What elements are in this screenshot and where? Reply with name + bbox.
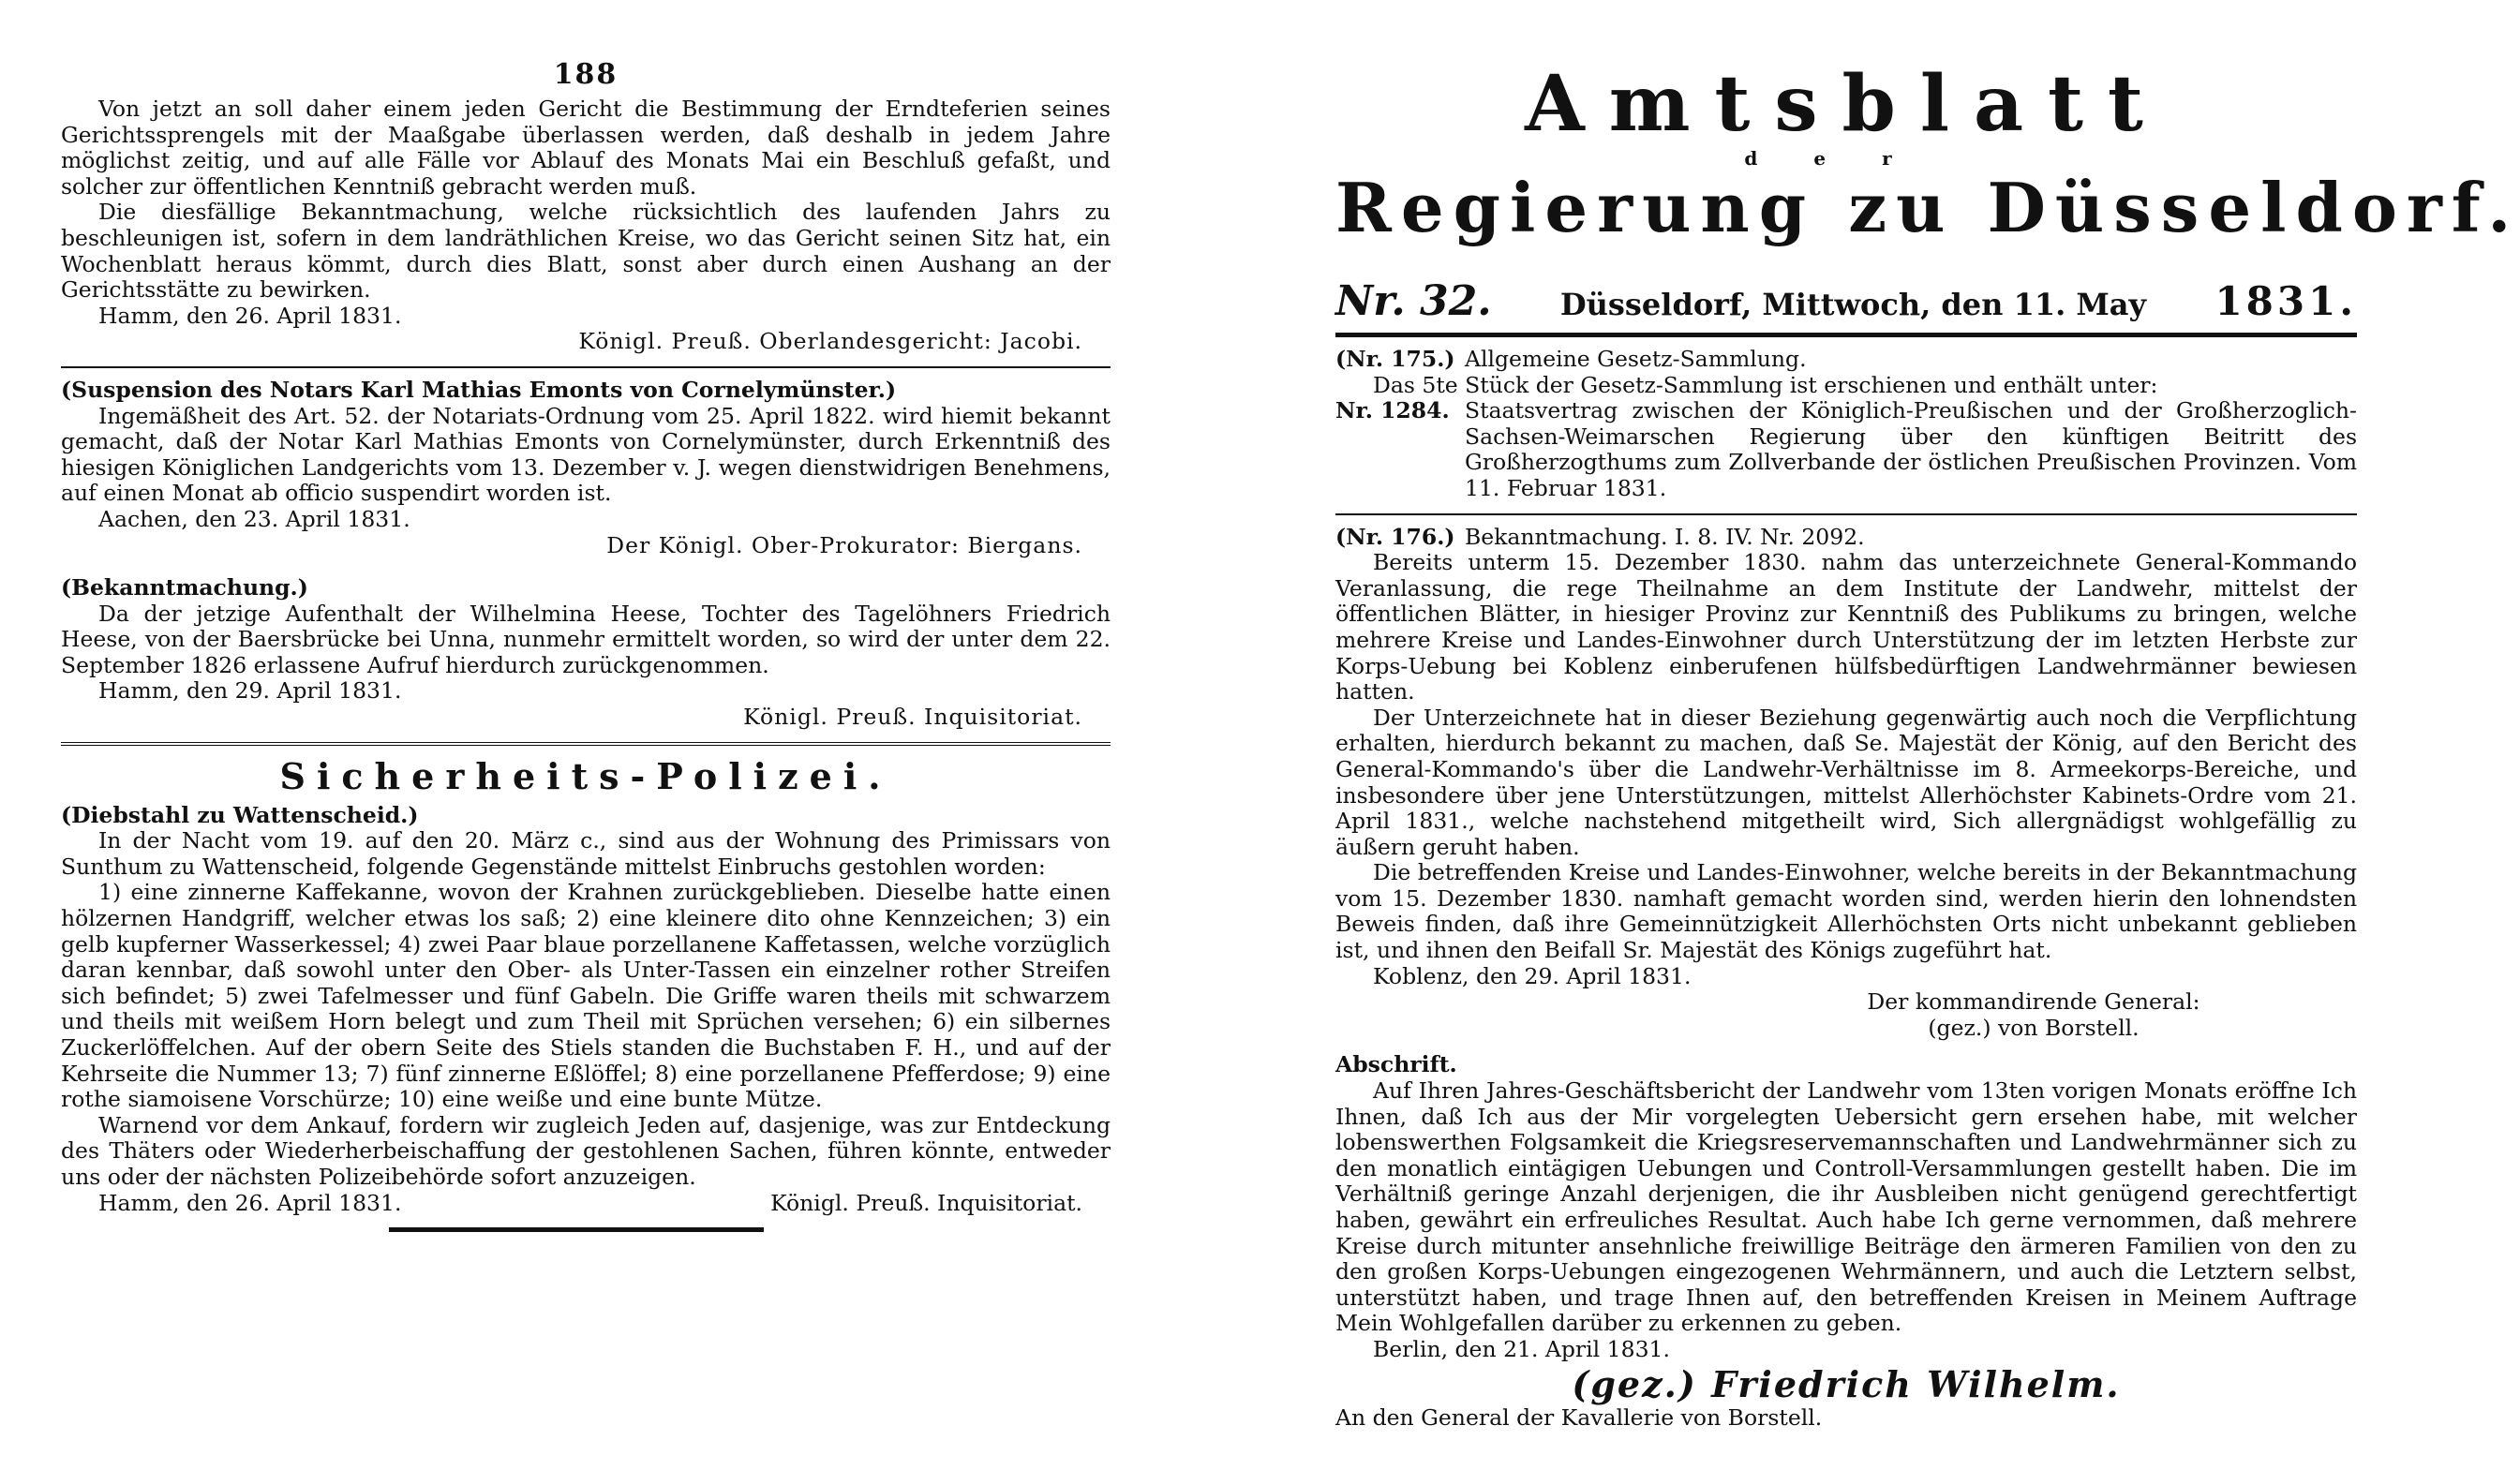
paragraph: Von jetzt an soll daher einem jeden Gericht die Bestimmung der Erndteferien seines Gerichtssprengels mit der Maaßgabe überlassen werden, daß deshalb in jedem Jahre möglichst zeitig, und auf alle Fälle vor Ablauf des Monats Mai ein Beschluß gefaßt, und solcher zur öffentlichen Kenntniß gebracht werden muß.	[61, 96, 1111, 200]
date-line: Berlin, den 21. April 1831.	[1373, 1335, 1670, 1362]
signature: (gez.) von Borstell.	[1928, 1014, 2140, 1041]
issue-line	[1335, 277, 2357, 325]
date-line: Hamm, den 26. April 1831.	[98, 302, 402, 329]
masthead-title: Amtsblatt	[1525, 59, 2168, 149]
page-number: 188	[553, 58, 619, 91]
divider	[1335, 513, 2357, 515]
paragraph: 1) eine zinnerne Kaffekanne, wovon der Krahnen zurückgeblieben. Dieselbe hatte einen hölzernen Handgriff, welcher etwas los saß; 2) eine kleinere dito ohne Kennzeichen; 3) ein gelb kupferner Wasserkessel; 4) zwei Paar blaue porzellanene Kaffetassen, welche vorzüglich daran kennbar, daß sowohl unter den Ober- als Unter-Tassen ein einzelner rother Streifen sich befindet; 5) zwei Tafelmesser und fünf Gabeln. Die Griffe waren theils mit schwarzem und theils mit weißem Horn belegt und zum Theil mit Sprüchen versehen; 6) ein silbernes Zuckerlöffelchen. Auf der obern Seite des Stiels standen die Buchstaben F. H., und auf der Kehrseite die Nummer 13; 7) fünf zinnerne Eßlöffel; 8) eine porzellanene Pfefferdose; 9) eine rothe siamoisene Vorschürze; 10) eine weiße und eine bunte Mütze.	[61, 879, 1111, 1113]
masthead-der: der	[1744, 147, 1948, 170]
notice-heading: (Bekanntmachung.)	[61, 574, 308, 601]
divider	[61, 366, 1111, 368]
divider	[61, 742, 1111, 746]
paragraph: Ingemäßheit des Art. 52. der Notariats-Ordnung vom 25. April 1822. wird hiemit bekannt gemacht, daß der Notar Karl Mathias Emonts von Cornelymünster, durch Erkenntniß des hiesigen Königlichen Landgerichts vom 13. Dezember v. J. wegen dienstwidrigen Benehmens, auf einen Monat ab officio suspendirt worden ist.	[61, 402, 1111, 507]
entry-number: Nr. 1284.	[1335, 397, 1450, 424]
issue-place-date: Düsseldorf, Mittwoch, den 11. May	[1559, 287, 2147, 322]
date-line: Koblenz, den 29. April 1831.	[1373, 962, 1692, 989]
entry-176	[1335, 525, 2357, 551]
entry-title: Allgemeine Gesetz-Sammlung.	[1465, 346, 1807, 372]
left-page	[61, 0, 1111, 1232]
paragraph: Das 5te Stück der Gesetz-Sammlung ist erschienen und enthält unter:	[1373, 371, 2158, 398]
masthead-subtitle: Regierung zu Düsseldorf.	[1335, 168, 2520, 247]
notice-heading: (Suspension des Notars Karl Mathias Emonts von Cornelymünster.)	[61, 376, 897, 403]
end-rule	[389, 1227, 764, 1232]
signature: Königl. Preuß. Inquisitoriat.	[743, 704, 1082, 731]
paragraph: Auf Ihren Jahres-Geschäftsbericht der Landwehr vom 13ten vorigen Monats eröffne Ich Ihnen, daß Ich aus der Mir vorgelegten Uebersicht gern ersehen habe, mit welcher lobenswerthen Folgsamkeit die Kriegsreservemannschaften und Landwehrmänner sich zu den monatlich eintägigen Uebungen und Controll-Versammlungen gestellt haben. Die im Verhältniß geringe Anzahl derjenigen, die ihr Ausbleiben nicht genügend gerechtfertigt haben, gewährt ein erfreuliches Resultat. Auch habe Ich gerne vernommen, daß mehrere Kreise durch mitunter ansehnliche freiwillige Beiträge den ärmeren Familien von den zu den großen Korps-Uebungen eingezogenen Wehrmännern, und auch die Letztern selbst, unterstützt haben, und trage Ihnen auf, den betreffenden Kreisen in Meinem Auftrage Mein Wohlgefallen darüber zu erkennen zu geben.	[1335, 1077, 2357, 1337]
section-title: Sicherheits-Polizei.	[279, 754, 892, 797]
paragraph: Warnend vor dem Ankauf, fordern wir zugleich Jeden auf, dasjenige, was zur Entdeckung des Thäters oder Wiederherbeischaffung der gestohlenen Sachen, führen könnte, entweder uns oder der nächsten Polizeibehörde sofort anzuzeigen.	[61, 1111, 1111, 1190]
entry-text: Staatsvertrag zwischen der Königlich-Preußischen und der Großherzoglich-Sachsen-Weimarschen Regierung über den künftigen Beitritt des Großherzogthums zum Zollverbande der östlichen Preußischen Provinzen. Vom 11. Februar 1831.	[1465, 397, 2357, 501]
date-line: Hamm, den 29. April 1831.	[98, 677, 402, 705]
paragraph: Da der jetzige Aufenthalt der Wilhelmina Heese, Tochter des Tagelöhners Friedrich Heese, von der Baersbrücke bei Unna, nunmehr ermittelt worden, so wird der unter dem 22. September 1826 erlassene Aufruf hierdurch zurückgenommen.	[61, 600, 1111, 678]
issue-number: Nr. 32.	[1335, 277, 1492, 325]
paragraph: Der Unterzeichnete hat in dieser Beziehung gegenwärtig auch noch die Verpflichtung erhalten, hierdurch bekannt zu machen, daß Se. Majestät der König, auf den Bericht des General-Kommando's über die Landwehr-Verhältnisse im 8. Armeekorps-Bereiche, und insbesondere über jene Unterstützungen, mittelst Allerhöchster Kabinets-Ordre vom 21. April 1831., welche nachstehend mitgetheilt wird, Sich allergnädigst wohlgefällig zu äußern geruht haben.	[1335, 704, 2357, 860]
royal-signature: (gez.) Friedrich Wilhelm.	[1572, 1362, 2121, 1405]
divider	[1335, 333, 2357, 337]
paragraph: Die diesfällige Bekanntmachung, welche rücksichtlich des laufenden Jahrs zu beschleunigen ist, sofern in dem landräthlichen Kreise, wo das Gericht seinen Sitz hat, ein Wochenblatt heraus kömmt, durch dies Blatt, sonst aber durch einen Aushang an der Gerichtsstätte zu bewirken.	[61, 199, 1111, 304]
signature: Königl. Preuß. Inquisitoriat.	[770, 1189, 1082, 1216]
abschrift-label: Abschrift.	[1335, 1051, 1457, 1078]
address-line: An den General der Kavallerie von Borstell.	[1335, 1403, 1823, 1431]
entry-title: Bekanntmachung. I. 8. IV. Nr. 2092.	[1465, 523, 1865, 550]
paragraph: Die betreffenden Kreise und Landes-Einwohner, welche bereits in der Bekanntmachung vom 15. Dezember 1830. namhaft gemacht worden sind, werden hierin den lohnendsten Beweis finden, daß ihre Gemeinnützigkeit Allerhöchsten Orts nicht unbekannt geblieben ist, und ihnen den Beifall Sr. Majestät des Königs zugeführt hat.	[1335, 859, 2357, 964]
paragraph: In der Nacht vom 19. auf den 20. März c., sind aus der Wohnung des Primissars von Sunthum zu Wattenscheid, folgende Gegenstände mittelst Einbruchs gestohlen worden:	[61, 827, 1111, 880]
date-line: Aachen, den 23. April 1831.	[98, 505, 410, 532]
paragraph: Bereits unterm 15. Dezember 1830. nahm das unterzeichnete General-Kommando Veranlassung, die rege Theilnahme an dem Institute der Landwehr, mittelst der öffentlichen Blätter, in hiesiger Provinz zur Kenntniß des Publikums zu bringen, welche mehrere Kreise und Landes-Einwohner durch Unterstützung der im letzten Herbste zur Korps-Uebung bei Koblenz einberufenen hülfsbedürftigen Landwehrmänner bewiesen hatten.	[1335, 549, 2357, 705]
entry-175	[1335, 347, 2357, 373]
date-line: Hamm, den 26. April 1831.	[98, 1189, 402, 1216]
issue-year: 1831.	[2214, 278, 2357, 324]
notice-heading: (Diebstahl zu Wattenscheid.)	[61, 801, 419, 828]
sub-entry	[1335, 398, 2357, 501]
right-page	[1335, 0, 2520, 1431]
signature: Der Königl. Ober-Prokurator: Biergans.	[606, 531, 1082, 558]
closing-line	[61, 1191, 1111, 1217]
entry-number: (Nr. 176.)	[1335, 523, 1455, 550]
entry-number: (Nr. 175.)	[1335, 346, 1455, 372]
signature: Königl. Preuß. Oberlandesgericht: Jacobi.	[578, 328, 1082, 355]
signature: Der kommandirende General:	[1867, 988, 2200, 1016]
